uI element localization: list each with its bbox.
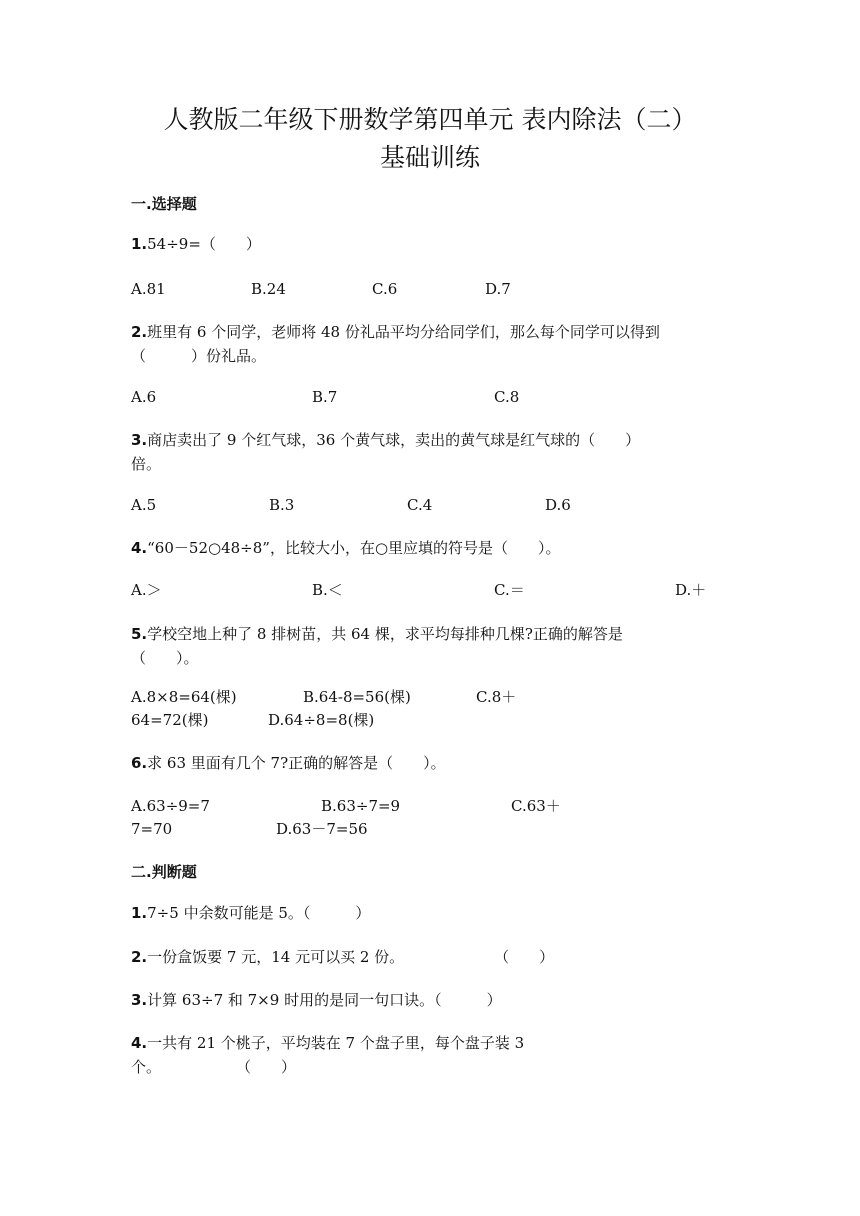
choice-options-4 xyxy=(131,579,731,601)
option-a: A.81 xyxy=(131,280,166,298)
page-subtitle: 基础训练 xyxy=(379,143,480,172)
judge-question-4 xyxy=(131,1031,731,1079)
question-number: 3. xyxy=(131,991,148,1009)
choice-options-6-continued xyxy=(131,818,731,840)
option-c: C.63＋ xyxy=(511,797,561,815)
option-c: C.4 xyxy=(407,496,433,514)
question-text: 一共有 21 个桃子，平均装在 7 个盘子里，每个盘子装 3 xyxy=(147,1034,525,1052)
question-number: 6. xyxy=(131,754,148,772)
question-number: 2. xyxy=(131,323,148,341)
question-number: 4. xyxy=(131,1034,148,1052)
question-text-continued: （ ）。 xyxy=(131,649,199,667)
choice-options-6 xyxy=(131,795,731,817)
option-d: D.64÷8=8(棵) xyxy=(268,711,375,729)
choice-question-6 xyxy=(131,751,731,775)
choice-question-4 xyxy=(131,536,731,560)
question-number: 5. xyxy=(131,625,148,643)
question-text: 学校空地上种了 8 排树苗，共 64 棵，求平均每排种几棵?正确的解答是 xyxy=(147,625,623,643)
question-number: 2. xyxy=(131,948,148,966)
choice-options-5-continued xyxy=(131,709,731,731)
question-text-continued: （ ）份礼品。 xyxy=(131,347,267,365)
option-c: C.＝ xyxy=(494,581,525,599)
question-text: 计算 63÷7 和 7×9 时用的是同一句口诀。（ ） xyxy=(147,991,502,1009)
option-a: A.5 xyxy=(131,496,157,514)
option-b: B.63÷7=9 xyxy=(321,797,401,815)
choice-question-3 xyxy=(131,428,731,476)
judge-question-3 xyxy=(131,988,731,1012)
question-text-continued: 倍。 xyxy=(131,455,162,473)
choice-question-1 xyxy=(131,232,731,256)
option-a: A.＞ xyxy=(131,581,162,599)
option-b: B.24 xyxy=(251,280,286,298)
option-d: D.6 xyxy=(545,496,571,514)
question-number: 4. xyxy=(131,539,148,557)
question-text: 7÷5 中余数可能是 5。（ ） xyxy=(147,904,371,922)
question-text: “60－52○48÷8”，比较大小，在○里应填的符号是（ ）。 xyxy=(147,539,561,557)
page-title: 人教版二年级下册数学第四单元 表内除法（二） xyxy=(163,105,697,134)
question-text: 班里有 6 个同学，老师将 48 份礼品平均分给同学们，那么每个同学可以得到 xyxy=(147,323,660,341)
option-c: C.6 xyxy=(372,280,398,298)
choice-options-1 xyxy=(131,278,731,300)
question-number: 3. xyxy=(131,431,148,449)
option-c: C.8 xyxy=(494,388,520,406)
option-d: D.＋ xyxy=(675,581,707,599)
choice-question-2 xyxy=(131,320,731,368)
choice-options-2 xyxy=(131,386,731,408)
option-d: D.63－7=56 xyxy=(276,820,368,838)
option-b: B.3 xyxy=(269,496,295,514)
choice-options-3 xyxy=(131,494,731,516)
question-text: 一份盒饭要 7 元，14 元可以买 2 份。 （ ） xyxy=(147,948,555,966)
option-c: C.8＋ xyxy=(476,688,517,706)
option-d: D.7 xyxy=(485,280,511,298)
question-text-continued: 个。 （ ） xyxy=(131,1058,297,1076)
question-text: 54÷9=（ ） xyxy=(147,235,261,253)
question-text: 商店卖出了 9 个红气球，36 个黄气球，卖出的黄气球是红气球的（ ） xyxy=(147,431,641,449)
section-heading-choice: 一.选择题 xyxy=(131,195,197,213)
option-c-continued: 64=72(棵) xyxy=(131,711,209,729)
option-a: A.63÷9=7 xyxy=(131,797,210,815)
option-c-continued: 7=70 xyxy=(131,820,173,838)
choice-options-5 xyxy=(131,686,731,708)
section-heading-judge: 二.判断题 xyxy=(131,863,197,881)
judge-question-1 xyxy=(131,901,731,925)
option-b: B.64-8=56(棵) xyxy=(303,688,411,706)
choice-question-5 xyxy=(131,622,731,670)
option-b: B.7 xyxy=(312,388,338,406)
question-text: 求 63 里面有几个 7?正确的解答是（ ）。 xyxy=(147,754,446,772)
option-b: B.＜ xyxy=(312,581,343,599)
question-number: 1. xyxy=(131,904,148,922)
option-a: A.8×8=64(棵) xyxy=(131,688,237,706)
question-number: 1. xyxy=(131,235,148,253)
option-a: A.6 xyxy=(131,388,157,406)
judge-question-2 xyxy=(131,945,731,969)
